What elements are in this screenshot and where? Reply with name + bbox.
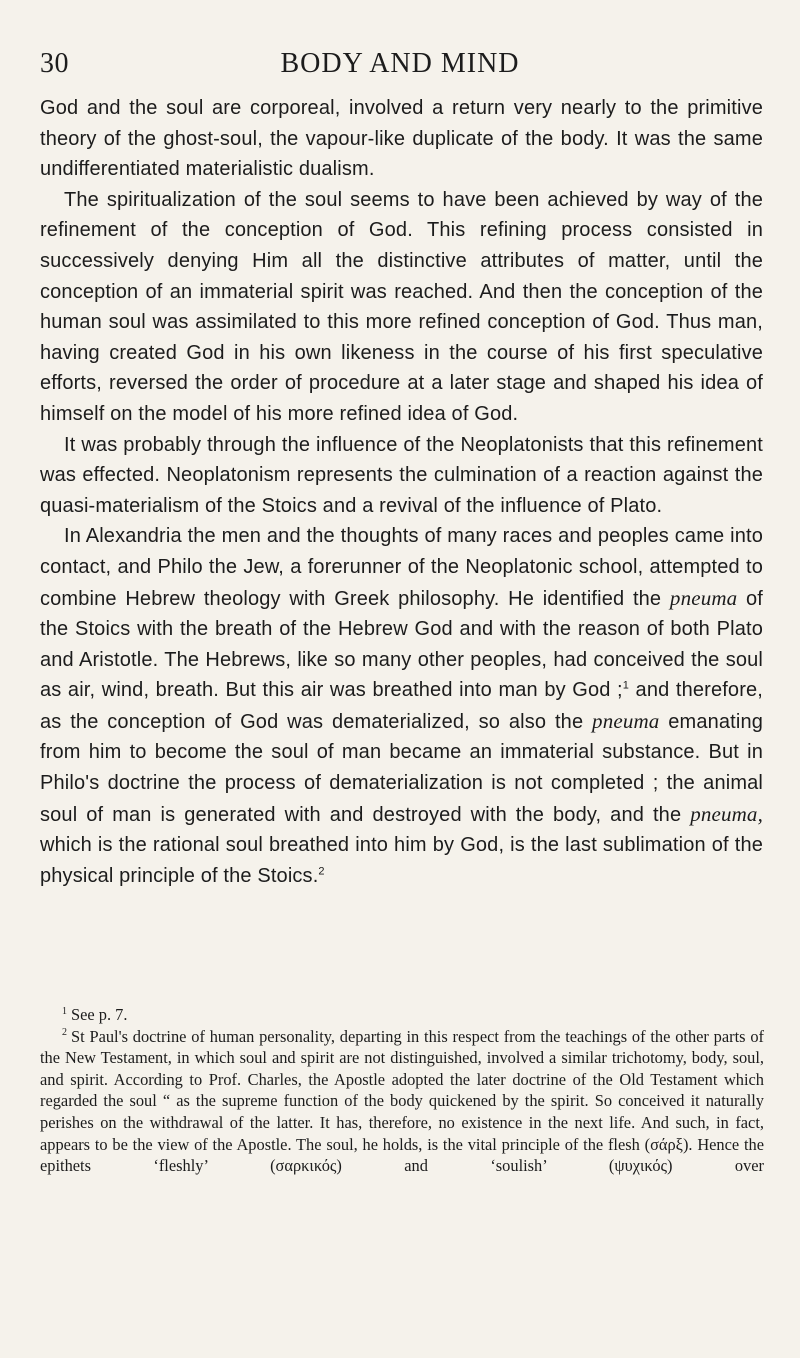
footnote-ref-1[interactable]: 1 xyxy=(622,679,630,692)
footnote-2 xyxy=(40,1026,764,1177)
paragraph-4-text-d: emanating from him to become the soul of man became an immaterial substance. But in Philo's doctrine the process of dematerialization is not completed ; the animal soul of man is generated with and destroyed with the body, and the xyxy=(40,710,763,826)
footnote-marker: 2 xyxy=(62,1027,67,1039)
footnote-marker: 1 xyxy=(62,1005,67,1017)
paragraph-2: The spiritualization of the soul seems to have been achieved by way of the refinement of the conception of God. This refining process consisted in successively denying Him all the distinctive attributes of matter, until the conception of an immaterial spirit was reached. And then the conception of the human soul was assimilated to this more refined conception of God. Thus man, having created God in his own likeness in the course of his first speculative efforts, reversed the order of procedure at a later stage and shaped his idea of himself on the model of his more refined idea of God. xyxy=(40,188,763,425)
paragraph-4-text-a: In Alexandria the men and the thoughts of many races and peoples came into contact, and Philo the Jew, a forerunner of the Neoplatonic school, attempted to combine Hebrew theology with Greek philosophy. He identified the xyxy=(40,525,763,610)
footnotes xyxy=(40,1004,764,1177)
footnote-text: See p. 7. xyxy=(71,1005,128,1024)
paragraph-4 xyxy=(40,521,763,891)
paragraph-1: God and the soul are corporeal, involved a return very nearly to the primitive theory of the ghost-soul, the vapour-like duplicate of the body. It was the same undifferentiated materialistic dualism. xyxy=(40,97,763,181)
paragraph-3: It was probably through the influence of the Neoplatonists that this refinement was effected. Neoplatonism represents the culmination of a reaction against the quasi-materialism of the Stoics and a revival of the influence of Plato. xyxy=(40,433,763,517)
footnote-ref-2[interactable]: 2 xyxy=(318,865,325,878)
body-text xyxy=(40,93,763,891)
paragraph-4-text-e: which is the rational soul breathed into him by God, is the last sublimation of the physical principle of the Stoics. xyxy=(40,834,763,887)
pneuma-term: pneuma xyxy=(669,585,738,610)
page-number: 30 xyxy=(40,48,69,79)
pneuma-term: pneuma, xyxy=(690,801,763,826)
pneuma-term: pneuma xyxy=(592,708,660,733)
footnote-1 xyxy=(40,1004,764,1026)
paragraph-4-text-b: of the Stoics with the breath of the Hebrew God and with the reason of both Plato and Aristotle. The Hebrews, like so many other peoples, had conceived the soul as air, wind, breath. But this air was breathed into man by God ; xyxy=(40,587,763,702)
footnote-text: St Paul's doctrine of human personality, departing in this respect from the teachings of the other parts of the New Testament, in which soul and spirit are not distinguished, involved a similar trichotomy, body, soul, and spirit. According to Prof. Charles, the Apostle adopted the later doctrine of the Old Testament which regarded the soul “ as the supreme function of the body quickened by the spirit. So conceived it naturally perishes on the withdrawal of the latter. It has, therefore, no existence in the next life. And such, in fact, appears to be the view of the Apostle. The soul, he holds, is the vital principle of the flesh (σάρξ). Hence the epithets ‘fleshly’ (σαρκικός) and ‘soulish’ (ψυχικός) over xyxy=(40,1026,764,1176)
paragraph-4-text-c: and therefore, as the conception of God was dematerialized, so also the xyxy=(40,679,763,733)
page-header xyxy=(40,48,760,84)
running-head: BODY AND MIND xyxy=(280,48,520,79)
